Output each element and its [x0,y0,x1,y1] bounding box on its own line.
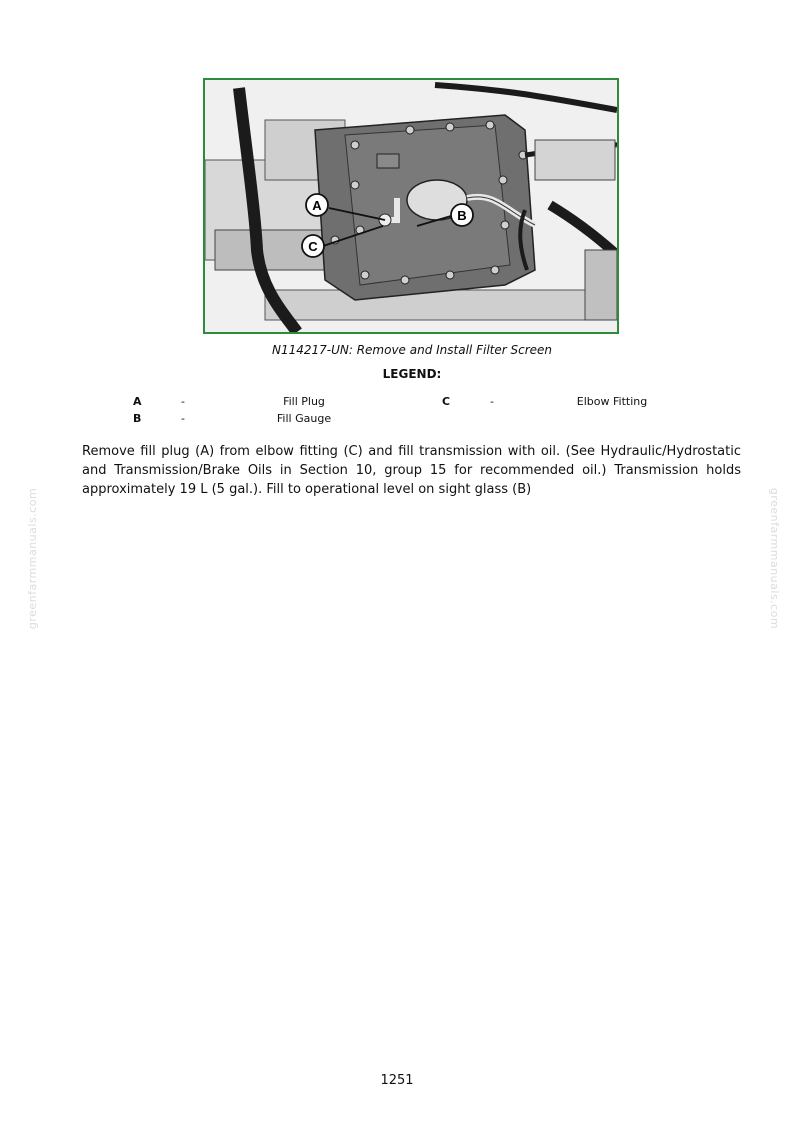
watermark-left: greenfarmmanuals.com [26,487,40,630]
legend-letter-b: B [133,412,142,425]
right-bracket [535,140,615,180]
legend-letter-a: A [133,395,142,408]
transmission-illustration [205,80,617,332]
callout-a [306,194,328,216]
housing-plate [377,154,399,168]
callout-b-label: B [457,208,467,223]
right-mount [585,250,617,320]
legend-text-fill-gauge: Fill Gauge [276,412,332,425]
figure-caption: N114217-UN: Remove and Install Filter Screen [271,343,553,357]
legend-row-b [0,412,794,426]
legend-text-fill-plug: Fill Plug [283,395,325,408]
legend-dash-a: - [181,395,185,408]
callout-c-label: C [308,239,318,254]
legend-dash-c: - [490,395,494,408]
callout-c [302,235,324,257]
instruction-paragraph: Remove fill plug (A) from elbow fitting (C) and fill transmission with oil. (See Hydraulic/Hydrostatic and Transmission/Brake Oils in Section 10, group 15 for recommended oil.) Transmission holds approximately 19 L (5 gal.). Fill to operational level on sight glass (B) [82,444,741,497]
page-number: 1251 [380,1073,414,1088]
transmission-figure [203,78,619,334]
legend-letter-c: C [442,395,451,408]
bottom-rail [265,290,617,320]
legend-row-a [0,395,794,409]
watermark-right: greenfarmmanuals.com [768,487,782,630]
callout-a-label: A [312,198,322,213]
legend-title: LEGEND: [382,367,442,381]
legend-dash-b: - [181,412,185,425]
callout-b [451,204,473,226]
legend-text-elbow-fitting: Elbow Fitting [576,395,648,408]
